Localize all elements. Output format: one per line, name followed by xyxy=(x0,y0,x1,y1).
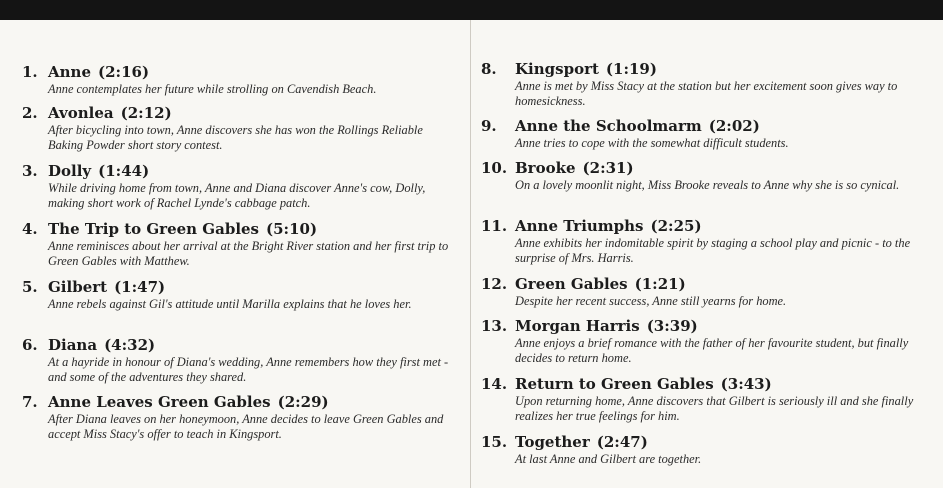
track-description: On a lovely moonlit night, Miss Brooke reveals to Anne why she is so cynical. xyxy=(515,178,900,192)
track-title: Anne xyxy=(48,63,91,81)
track-item xyxy=(22,277,457,312)
track-description: After bicycling into town, Anne discovers she has won the Rollings Reliable Baking Powder short story contest. xyxy=(48,123,423,152)
track-description: Anne enjoys a brief romance with the father of her favourite student, but finally decides to return home. xyxy=(515,336,909,365)
track-description: Anne is met by Miss Stacy at the station but her excitement soon gives way to homesickness. xyxy=(515,79,898,108)
track-title: Brooke xyxy=(515,159,576,177)
track-number: 2. xyxy=(22,104,38,122)
track-duration: (1:44) xyxy=(98,162,150,180)
track-title: Together xyxy=(515,433,590,451)
track-description: Anne tries to cope with the somewhat difficult students. xyxy=(515,136,789,150)
track-duration: (5:10) xyxy=(266,220,318,238)
track-title: Diana xyxy=(48,336,98,354)
track-title: Return to Green Gables xyxy=(515,375,714,393)
track-item xyxy=(481,432,931,467)
track-title: Gilbert xyxy=(48,278,108,296)
page-fold xyxy=(470,20,471,488)
track-description: Anne exhibits her indomitable spirit by staging a school play and picnic - to the surprise of Mrs. Harris. xyxy=(515,236,911,265)
track-title: Avonlea xyxy=(48,104,114,122)
track-description: Anne contemplates her future while strolling on Cavendish Beach. xyxy=(48,82,377,96)
track-number: 9. xyxy=(481,117,497,135)
track-number: 13. xyxy=(481,317,508,335)
track-number: 12. xyxy=(481,275,508,293)
track-number: 7. xyxy=(22,393,38,411)
track-title: Kingsport xyxy=(515,60,599,78)
track-item xyxy=(481,216,931,266)
track-number: 5. xyxy=(22,278,38,296)
track-title: The Trip to Green Gables xyxy=(48,220,260,238)
track-item xyxy=(481,374,931,424)
track-title: Dolly xyxy=(48,162,92,180)
track-description: Despite her recent success, Anne still yearns for home. xyxy=(515,294,787,308)
track-duration: (1:47) xyxy=(114,278,166,296)
track-number: 3. xyxy=(22,162,38,180)
track-item xyxy=(481,116,931,151)
track-duration: (2:29) xyxy=(277,393,329,411)
track-duration: (2:25) xyxy=(650,217,702,235)
track-description: Anne rebels against Gil's attitude until Marilla explains that he loves her. xyxy=(48,297,412,311)
track-duration: (2:12) xyxy=(120,104,172,122)
track-number: 6. xyxy=(22,336,38,354)
track-description: Upon returning home, Anne discovers that Gilbert is seriously ill and she finally realizes her true feelings for him. xyxy=(515,394,914,423)
track-duration: (2:02) xyxy=(708,117,760,135)
track-number: 10. xyxy=(481,159,508,177)
track-duration: (1:21) xyxy=(634,275,686,293)
track-number: 1. xyxy=(22,63,38,81)
track-description: While driving home from town, Anne and Diana discover Anne's cow, Dolly, making short work of Rachel Lynde's cabbage patch. xyxy=(48,181,426,210)
track-duration: (2:16) xyxy=(98,63,150,81)
track-description: Anne reminisces about her arrival at the Bright River station and her first trip to Green Gables with Matthew. xyxy=(48,239,449,268)
track-description: At a hayride in honour of Diana's wedding, Anne remembers how they first met - and some of the adventures they shared. xyxy=(48,355,449,384)
track-duration: (3:43) xyxy=(720,375,772,393)
track-number: 11. xyxy=(481,217,508,235)
track-number: 15. xyxy=(481,433,508,451)
track-duration: (2:47) xyxy=(596,433,648,451)
track-title: Anne the Schoolmarm xyxy=(515,117,702,135)
track-item xyxy=(481,316,931,366)
track-number: 8. xyxy=(481,60,497,78)
track-number: 14. xyxy=(481,375,508,393)
track-duration: (3:39) xyxy=(646,317,698,335)
track-duration: (2:31) xyxy=(582,159,634,177)
track-item xyxy=(22,335,457,385)
track-duration: (1:19) xyxy=(605,60,657,78)
track-item xyxy=(22,392,457,442)
track-title: Green Gables xyxy=(515,275,628,293)
track-item xyxy=(481,274,931,309)
track-item xyxy=(22,62,457,97)
track-title: Anne Leaves Green Gables xyxy=(48,393,271,411)
track-description: At last Anne and Gilbert are together. xyxy=(515,452,702,466)
track-title: Anne Triumphs xyxy=(515,217,644,235)
track-item xyxy=(481,158,931,193)
track-title: Morgan Harris xyxy=(515,317,640,335)
track-description: After Diana leaves on her honeymoon, Anne decides to leave Green Gables and accept Miss Stacy's offer to teach in Kingsport. xyxy=(48,412,444,441)
track-item xyxy=(22,219,457,269)
track-item xyxy=(22,103,457,153)
track-item xyxy=(22,161,457,211)
track-duration: (4:32) xyxy=(104,336,156,354)
track-number: 4. xyxy=(22,220,38,238)
track-item xyxy=(481,59,931,109)
